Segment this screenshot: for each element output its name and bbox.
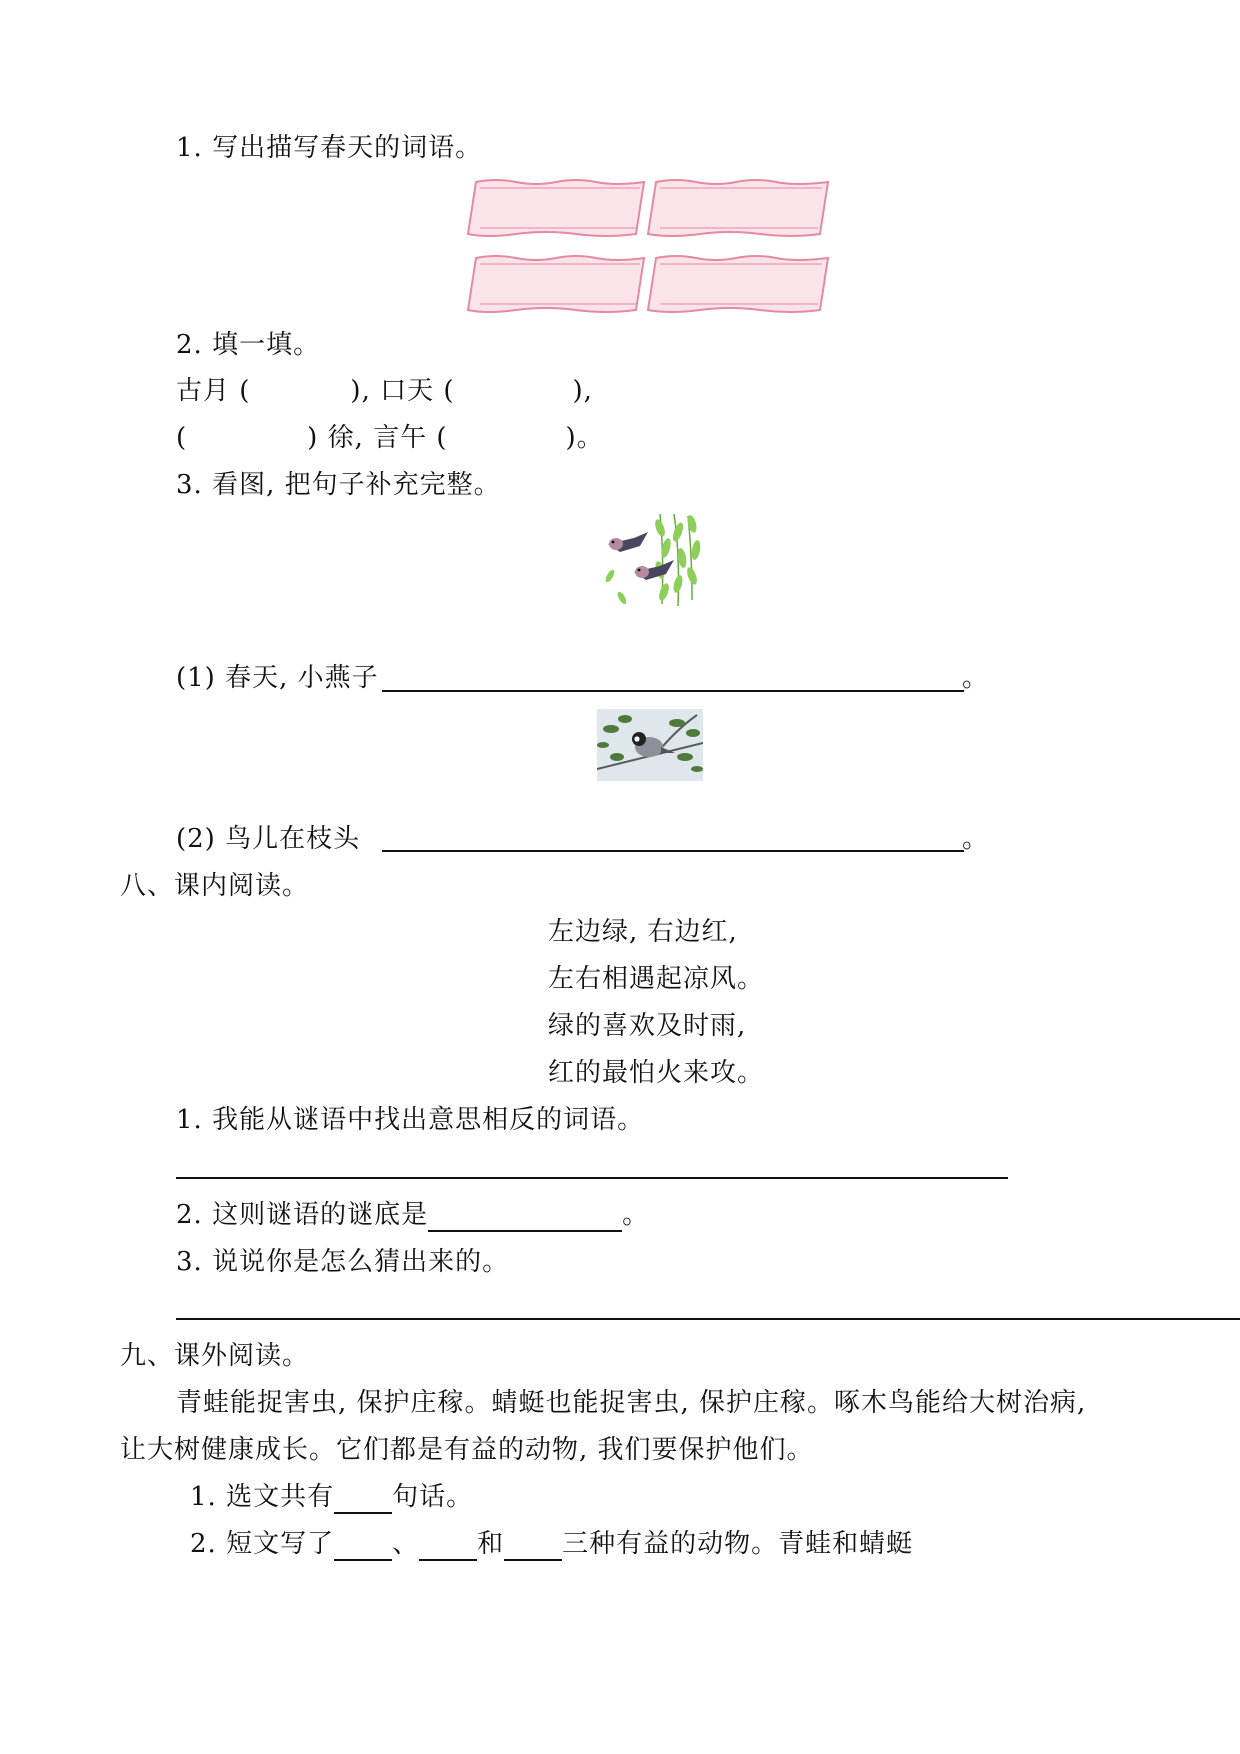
period: 。 [962,663,990,693]
q9-item2-and: 和 [477,1529,505,1559]
section-8-heading: 八、课内阅读。 [120,871,310,901]
sentence-2-prompt: (2) 鸟儿在枝头 [176,824,361,854]
fill-row-1 [176,374,593,408]
section-9-heading: 九、课外阅读。 [120,1341,310,1371]
q8-item1-answer-line[interactable] [176,1177,1008,1179]
swallows-willow-picture [600,514,704,610]
q8-item2-end: 。 [622,1200,650,1230]
word-cards [466,178,832,318]
q8-item2 [176,1198,649,1232]
q8-item3-answer-line[interactable] [176,1318,1240,1320]
swallow-2 [634,560,674,580]
fill-row-2 [176,421,604,455]
q8-item2-answer-blank[interactable] [428,1204,622,1232]
q9-item2-answer-blank-1[interactable] [334,1533,392,1561]
sentence-2-answer-line[interactable] [382,850,964,852]
fill-text: ) 徐, 言午 ( [307,423,448,453]
q9-item2-end: 三种有益的动物。青蛙和蜻蜓 [562,1529,914,1559]
q9-item1 [190,1480,473,1514]
passage-line-2: 让大树健康成长。它们都是有益的动物, 我们要保护他们。 [120,1435,814,1465]
fill-text: ( [176,423,188,453]
q9-item2-text: 2. 短文写了 [190,1529,335,1559]
q7-item3: 3. 看图, 把句子补充完整。 [176,470,501,500]
fill-text: ), 口天 ( [350,376,455,406]
q9-item1-text: 1. 选文共有 [190,1482,335,1512]
sentence-1-prompt: (1) 春天, 小燕子 [176,663,379,693]
q8-item2-text: 2. 这则谜语的谜底是 [176,1200,429,1230]
q9-item2-answer-blank-2[interactable] [419,1533,477,1561]
q8-item1: 1. 我能从谜语中找出意思相反的词语。 [176,1105,645,1135]
riddle-line-4: 红的最怕火来攻。 [548,1058,765,1088]
riddle-line-2: 左右相遇起凉风。 [548,964,765,994]
fill-text: )。 [565,423,604,453]
q9-item2-answer-blank-3[interactable] [504,1533,562,1561]
passage-line-1: 青蛙能捉害虫, 保护庄稼。蜻蜓也能捉害虫, 保护庄稼。啄木鸟能给大树治病, [176,1388,1087,1418]
q7-item2: 2. 填一填。 [176,330,321,360]
q9-item1-answer-blank[interactable] [334,1486,392,1514]
q8-item3: 3. 说说你是怎么猜出来的。 [176,1247,510,1277]
swallow-1 [608,532,648,552]
fill-text: 古月 ( [176,376,251,406]
sentence-1-answer-line[interactable] [382,690,964,692]
q9-item2 [190,1527,913,1561]
q7-item1: 1. 写出描写春天的词语。 [176,133,483,163]
riddle-line-1: 左边绿, 右边红, [548,917,738,947]
period: 。 [962,824,990,854]
fill-text: ), [572,376,593,406]
q9-item1-end: 句话。 [392,1482,474,1512]
q9-item2-sep: 、 [392,1529,420,1559]
bird-on-branch-picture [597,709,703,781]
riddle-line-3: 绿的喜欢及时雨, [548,1011,747,1041]
